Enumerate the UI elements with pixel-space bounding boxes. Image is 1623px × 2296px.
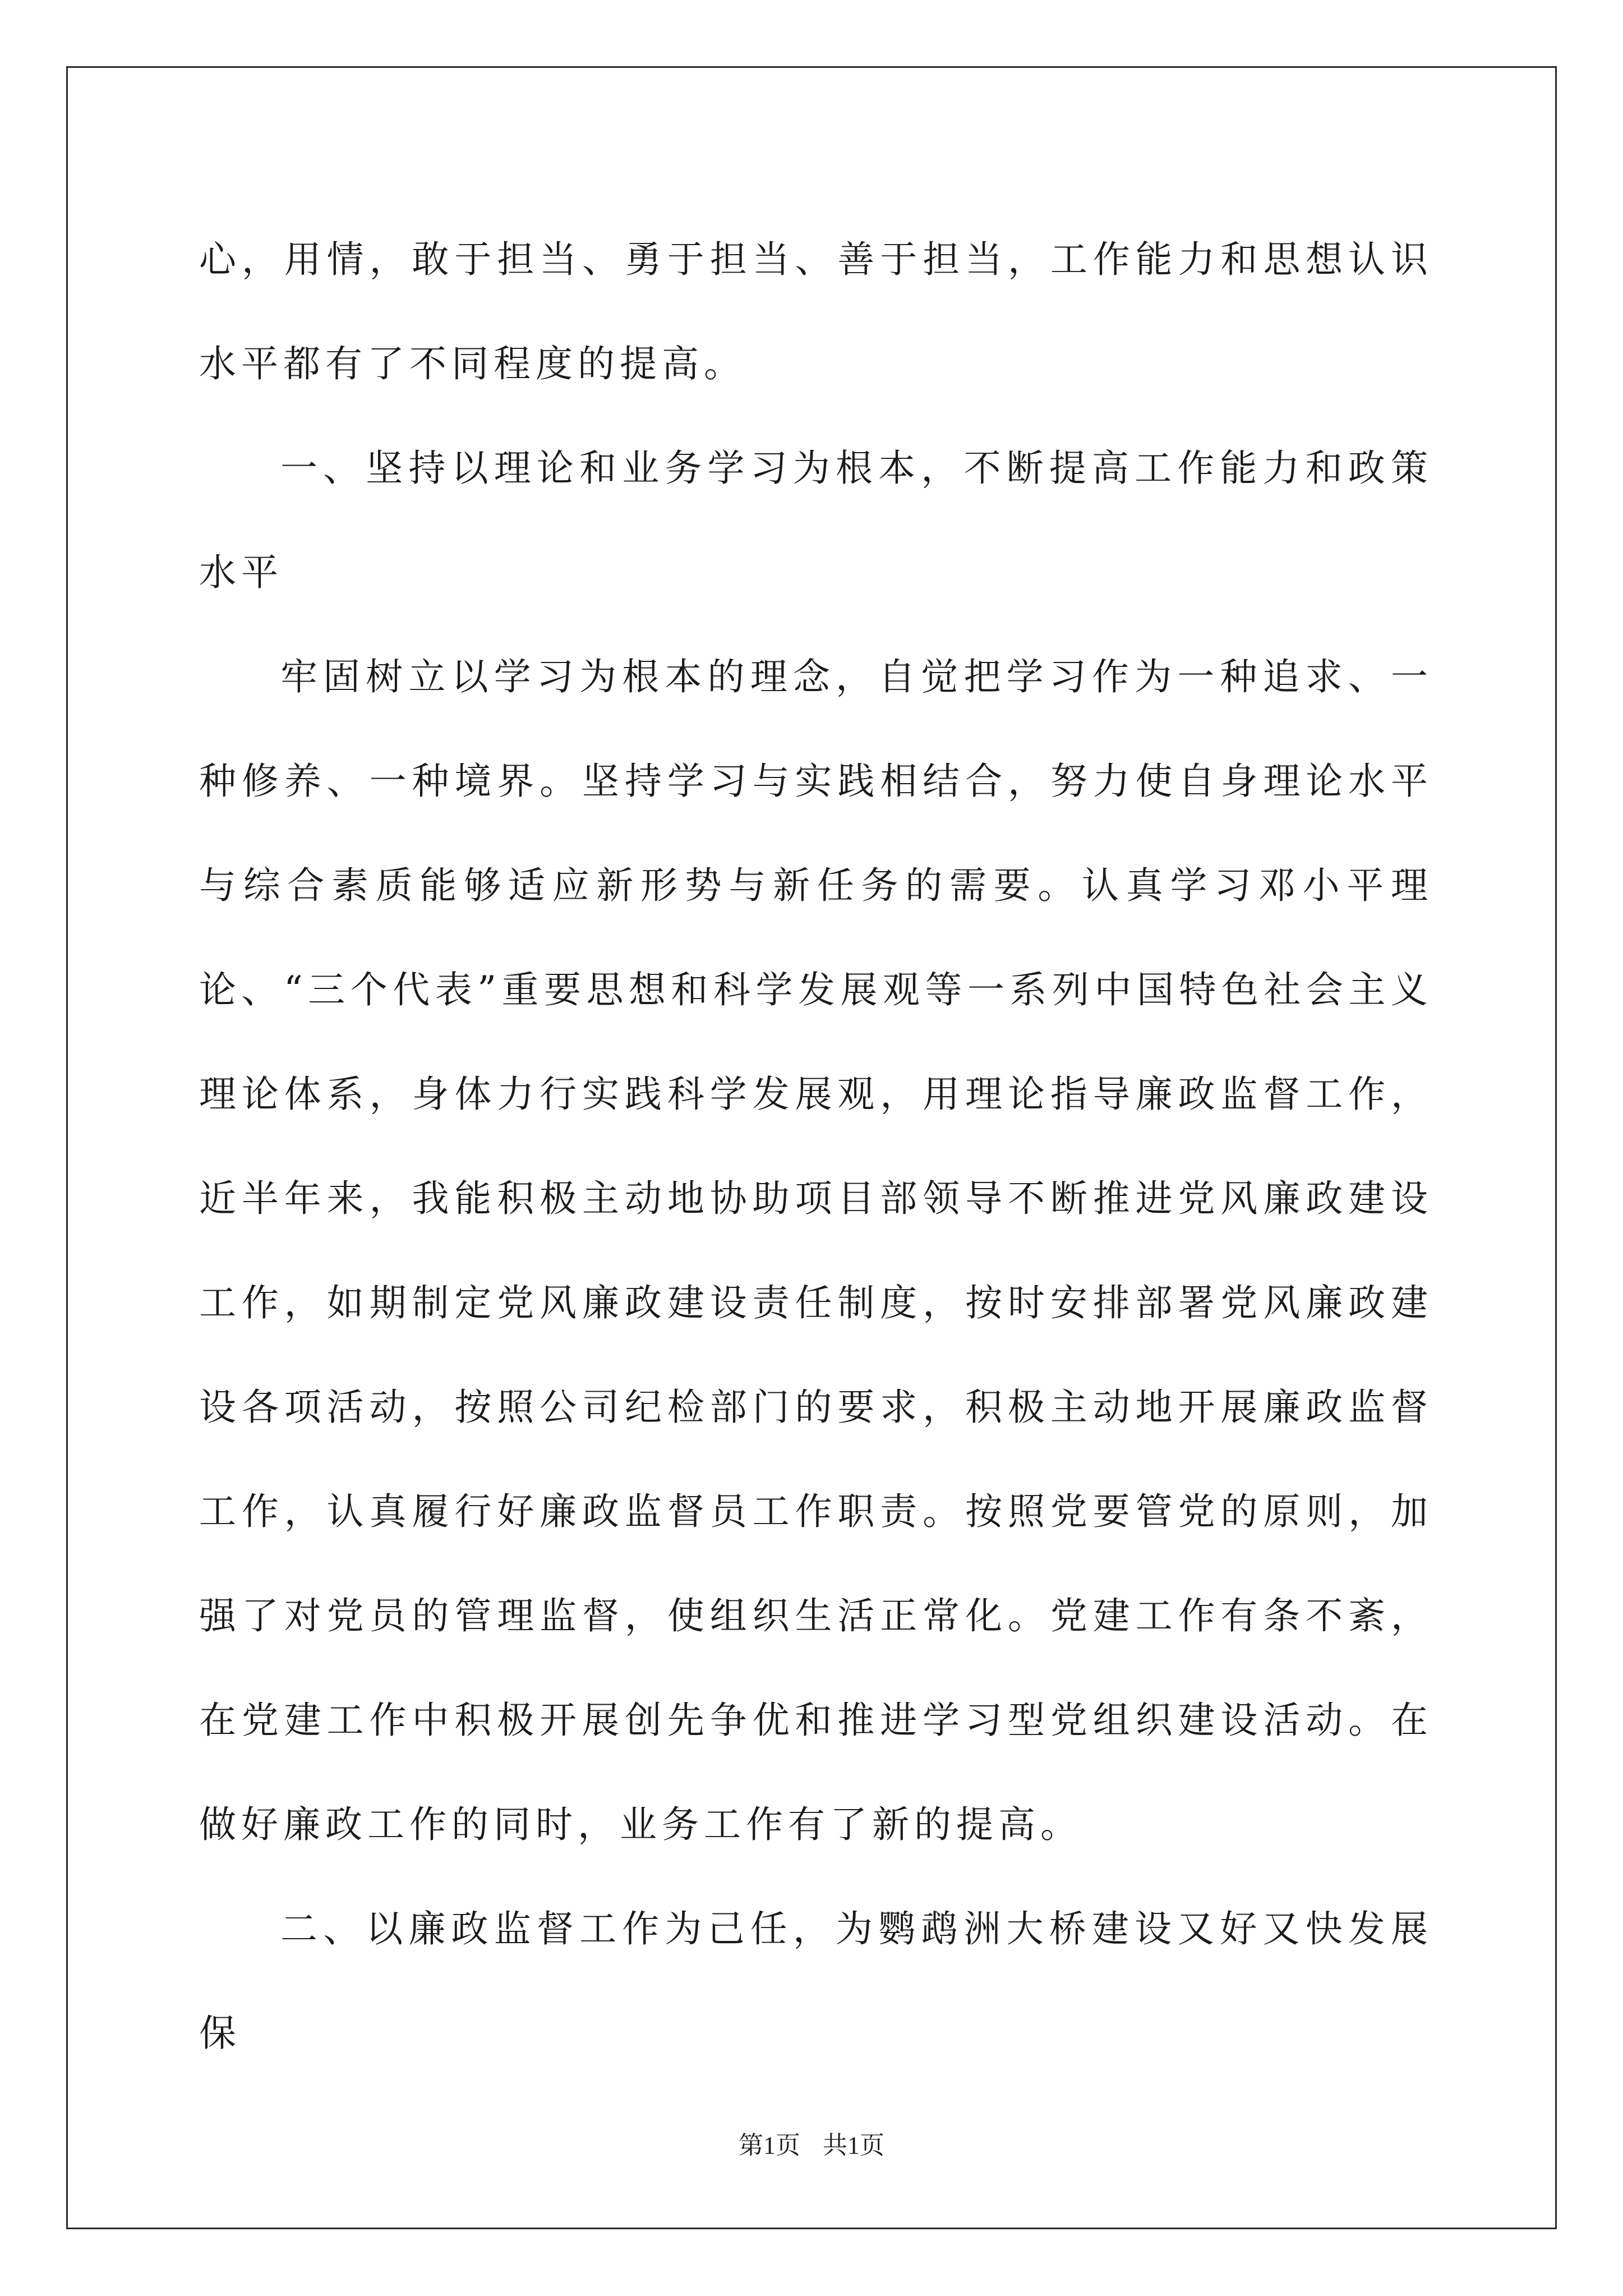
page-footer bbox=[0, 2125, 1623, 2161]
paragraph-continuation: 心，用情，敢于担当、勇于担当、善于担当，工作能力和思想认识水平都有了不同程度的提高。 bbox=[199, 238, 1433, 385]
document-body bbox=[199, 208, 1433, 2086]
paragraph-body: 牢固树立以学习为根本的理念，自觉把学习作为一种追求、一种修养、一种境界。坚持学习与实践相结合，努力使自身理论水平与综合素质能够适应新形势与新任务的需要。认真学习邓小平理论、“三个代表”重要思想和科学发展观等一系列中国特色社会主义理论体系，身体力行实践科学发展观，用理论指导廉政监督工作，近半年来，我能积极主动地协助项目部领导不断推进党风廉政建设工作，如期制定党风廉政建设责任制度，按时安排部署党风廉政建设各项活动，按照公司纪检部门的要求，积极主动地开展廉政监督工作，认真履行好廉政监督员工作职责。按照党要管党的原则，加强了对党员的管理监督，使组织生活正常化。党建工作有条不紊，在党建工作中积极开展创先争优和推进学习型党组织建设活动。在做好廉政工作的同时，业务工作有了新的提高。 bbox=[199, 655, 1433, 1846]
page-total: 共1页 bbox=[823, 2132, 884, 2159]
page-number: 第1页 bbox=[739, 2132, 800, 2159]
section-heading-2: 二、以廉政监督工作为己任，为鹦鹉洲大桥建设又好又快发展保 bbox=[199, 1907, 1433, 2055]
section-heading-1: 一、坚持以理论和业务学习为根本，不断提高工作能力和政策水平 bbox=[199, 447, 1433, 594]
